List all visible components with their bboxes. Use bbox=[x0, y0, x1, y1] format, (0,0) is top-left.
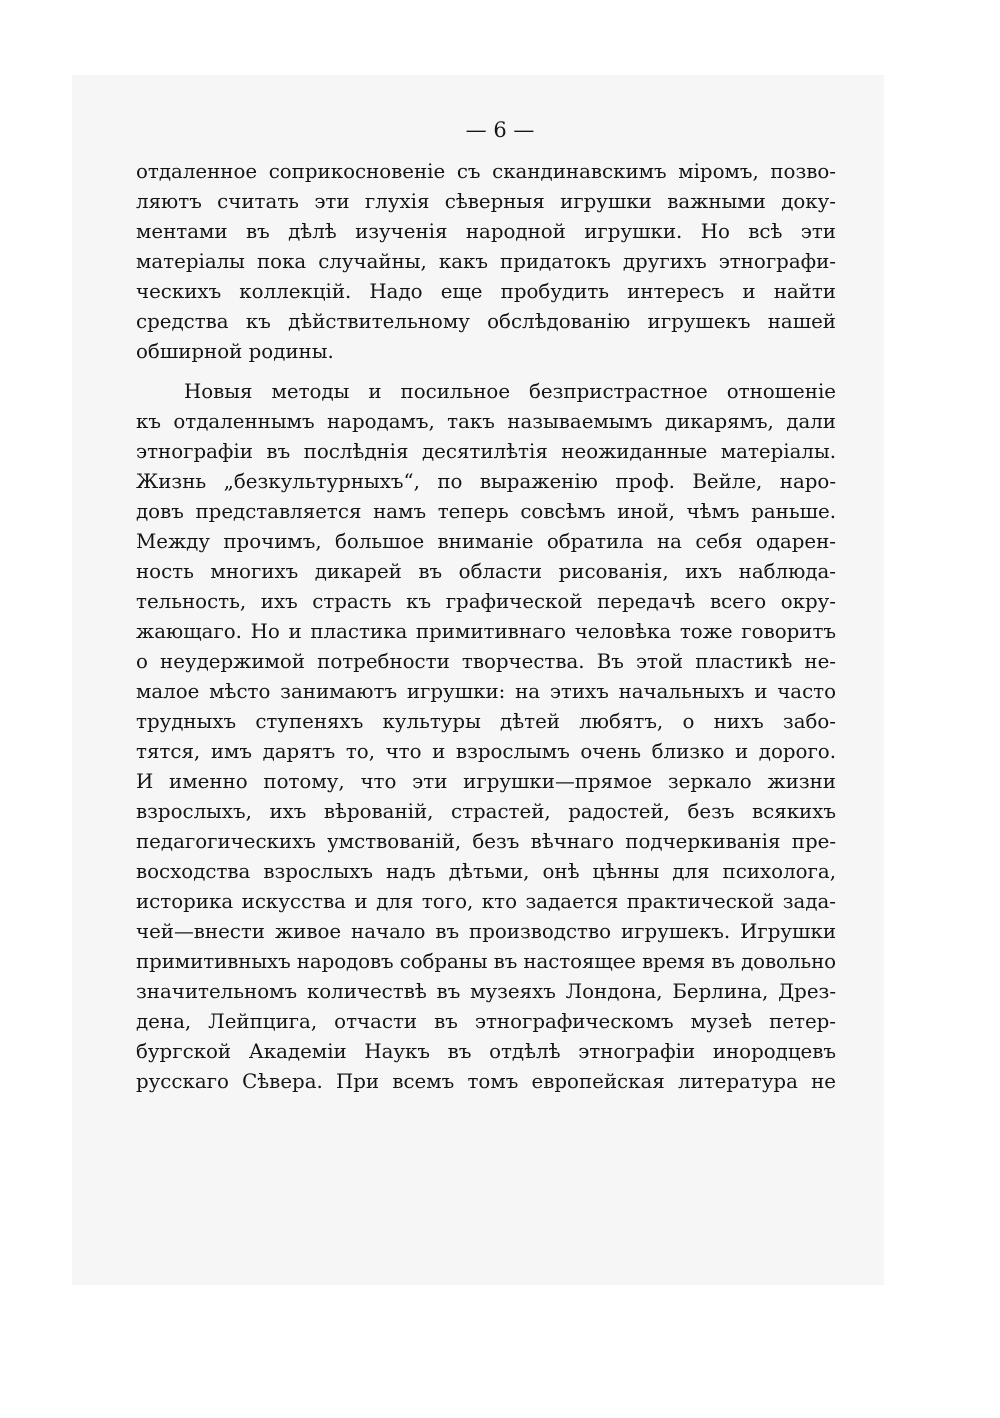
text-line: восходства взрослыхъ надъ дѣтьми, онѣ цѣнны для психолога, bbox=[136, 860, 836, 883]
text-line: Жизнь „безкультурныхъ“, по выраженiю проф. Вейле, наро- bbox=[136, 470, 836, 493]
text-line: бургской Академiи Наукъ въ отдѣлѣ этнографiи инородцевъ bbox=[136, 1040, 836, 1063]
text-line: жающаго. Но и пластика примитивнаго человѣка тоже говоритъ bbox=[136, 620, 836, 643]
text-line: педагогическихъ умствованiй, безъ вѣчнаго подчеркиванiя пре- bbox=[136, 830, 836, 853]
text-line: матерiалы пока случайны, какъ придатокъ другихъ этнографи- bbox=[136, 250, 836, 273]
text-line: малое мѣсто занимаютъ игрушки: на этихъ начальныхъ и часто bbox=[136, 680, 836, 703]
text-line: ментами въ дѣлѣ изученiя народной игрушки. Но всѣ эти bbox=[136, 220, 836, 243]
text-line: русскаго Сѣвера. При всемъ томъ европейская литература не bbox=[136, 1070, 836, 1093]
text-line: ческихъ коллекцiй. Надо еще пробудить интересъ и найти bbox=[136, 280, 836, 303]
text-line: отдаленное соприкосновенie съ скандинавскимъ мiромъ, позво- bbox=[136, 160, 836, 183]
text-line: о неудержимой потребности творчества. Въ этой пластикѣ не- bbox=[136, 650, 836, 673]
text-line: взрослыхъ, ихъ вѣрованiй, страстей, радостей, безъ всякихъ bbox=[136, 800, 836, 823]
text-line: трудныхъ ступеняхъ культуры дѣтей любятъ, о нихъ забо- bbox=[136, 710, 836, 733]
text-line: Новыя методы и посильное безпристрастное отношенie bbox=[184, 380, 836, 403]
text-line: Между прочимъ, большое вниманie обратила на себя одарен- bbox=[136, 530, 836, 553]
text-line: ность многихъ дикарей въ области рисованiя, ихъ наблюда- bbox=[136, 560, 836, 583]
text-line: дена, Лейпцига, отчасти въ этнографическомъ музеѣ петер- bbox=[136, 1010, 836, 1033]
text-line: значительномъ количествѣ въ музеяхъ Лондона, Берлина, Дрез- bbox=[136, 980, 836, 1003]
text-line: этнографiи въ послѣднiя десятилѣтiя неожиданные матерiалы. bbox=[136, 440, 836, 463]
text-line: обширной родины. bbox=[136, 340, 334, 363]
text-line: ляютъ считать эти глухiя сѣверныя игрушки важными доку- bbox=[136, 190, 836, 213]
page-number: — 6 — bbox=[465, 118, 535, 142]
text-line: довъ представляется намъ теперь совсѣмъ иной, чѣмъ раньше. bbox=[136, 500, 836, 523]
text-line: примитивныхъ народовъ собраны въ настоящее время въ довольно bbox=[136, 950, 836, 973]
text-line: чей—внести живое начало въ производство игрушекъ. Игрушки bbox=[136, 920, 836, 943]
paragraph bbox=[136, 377, 836, 1097]
paragraph bbox=[136, 157, 836, 367]
text-line: тельность, ихъ страсть къ графической передачѣ всего окру- bbox=[136, 590, 836, 613]
body-text bbox=[136, 157, 836, 1097]
text-line: средства къ дѣйствительному обслѣдованiю игрушекъ нашей bbox=[136, 310, 836, 333]
text-line: къ отдаленнымъ народамъ, такъ называемымъ дикарямъ, дали bbox=[136, 410, 836, 433]
text-line: И именно потому, что эти игрушки—прямое зеркало жизни bbox=[136, 770, 836, 793]
text-line: тятся, имъ дарятъ то, что и взрослымъ очень близко и дорого. bbox=[136, 740, 836, 763]
text-line: историка искусства и для того, кто задается практической зада- bbox=[136, 890, 836, 913]
paragraph-gap bbox=[136, 367, 836, 377]
